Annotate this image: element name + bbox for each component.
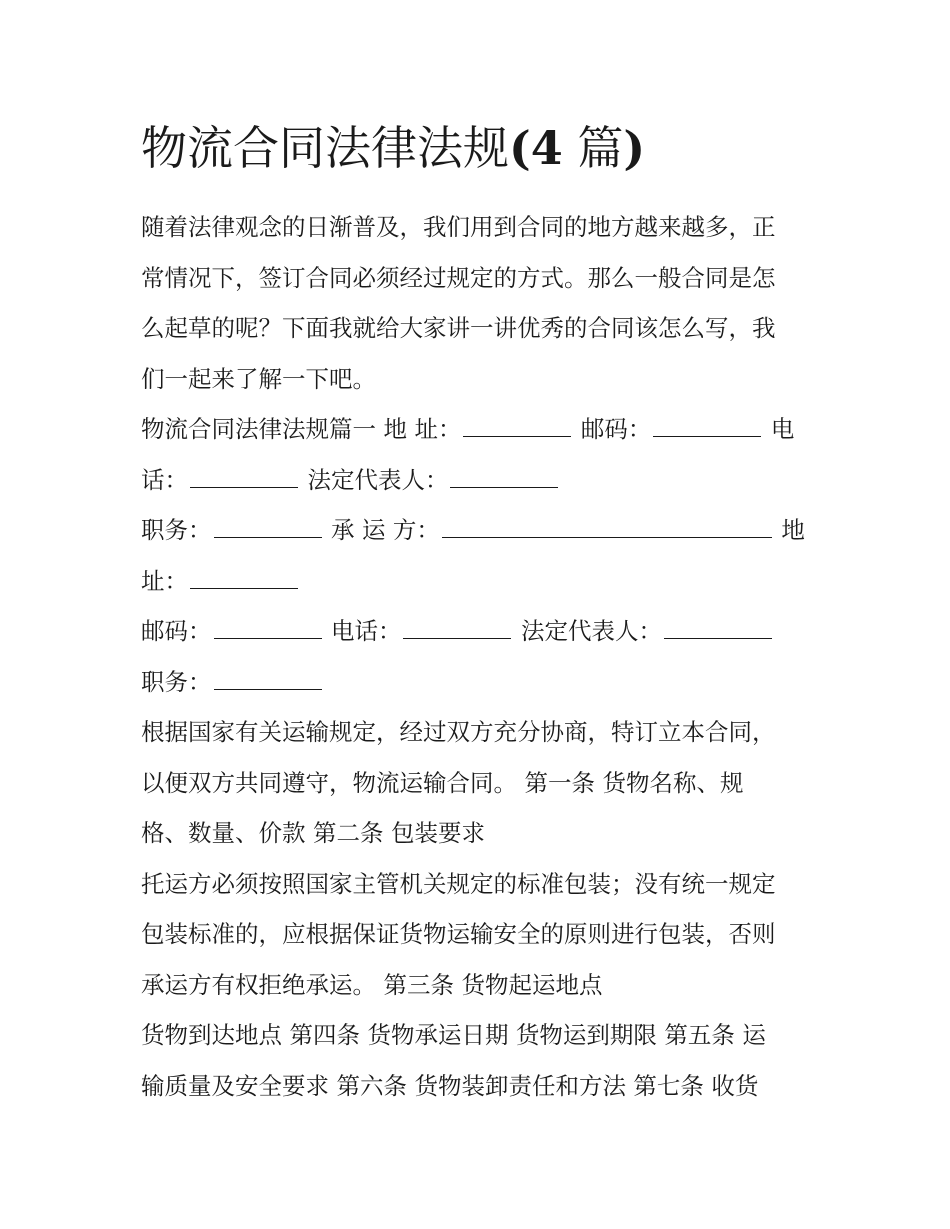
shipper-address-blank[interactable]: [463, 414, 571, 437]
intro-line: 常情况下，签订合同必须经过规定的方式。那么一般合同是怎: [141, 263, 776, 292]
carrier-position-blank[interactable]: [214, 667, 322, 690]
carrier-postcode-blank[interactable]: [214, 616, 322, 639]
title-paren-close: ): [623, 121, 646, 175]
title-paren-open: (: [509, 121, 531, 175]
packing-paragraph: [141, 859, 813, 1011]
party-info-form: [141, 404, 813, 707]
document-title: [141, 112, 813, 184]
packing-line: 承运方有权拒绝承运。 第三条 货物起运地点: [141, 970, 603, 999]
carrier-label: 承 运 方：: [323, 516, 440, 544]
shipper-legal-rep-label: 法定代表人：: [300, 465, 449, 494]
carrier-legal-rep-blank[interactable]: [664, 616, 772, 639]
intro-line: 么起草的呢？下面我就给大家讲一讲优秀的合同该怎么写，我: [141, 314, 776, 342]
shipper-address-label: 物流合同法律法规篇一 地 址：: [141, 415, 462, 443]
shipper-phone-label-end: 话：: [141, 465, 188, 494]
basis-line: 根据国家有关运输规定，经过双方充分协商，特订立本合同，: [141, 718, 776, 746]
carrier-name-blank[interactable]: [442, 515, 772, 538]
carrier-postcode-label: 邮码：: [141, 617, 212, 645]
document-page: [141, 112, 813, 1111]
shipper-phone-label-start: 电: [763, 415, 795, 443]
basis-paragraph: [141, 707, 813, 859]
clauses-line: 货物到达地点 第四条 货物承运日期 货物运到期限 第五条 运: [141, 1021, 766, 1049]
basis-line: 格、数量、价款 第二条 包装要求: [141, 819, 485, 847]
clauses-paragraph: [141, 1010, 813, 1111]
intro-line: 们一起来了解一下吧。: [141, 364, 376, 393]
carrier-position-label: 职务：: [141, 667, 212, 696]
form-line: [141, 505, 813, 556]
intro-paragraph: [141, 202, 813, 404]
clauses-line: 输质量及安全要求 第六条 货物装卸责任和方法 第七条 收货: [141, 1071, 759, 1100]
packing-line: 包装标准的，应根据保证货物运输安全的原则进行包装，否则: [141, 920, 776, 948]
intro-line: 随着法律观念的日渐普及，我们用到合同的地方越来越多，正: [141, 213, 776, 241]
form-line: [141, 404, 813, 455]
shipper-phone-blank[interactable]: [190, 465, 298, 488]
carrier-address-blank[interactable]: [190, 566, 298, 589]
basis-line: 以便双方共同遵守，物流运输合同。 第一条 货物名称、规: [141, 768, 744, 797]
title-unit: 篇: [562, 121, 624, 175]
shipper-postcode-blank[interactable]: [653, 414, 761, 437]
form-line: [141, 556, 813, 607]
carrier-legal-rep-label: 法定代表人：: [513, 617, 662, 645]
form-line: [141, 606, 813, 657]
shipper-position-blank[interactable]: [214, 515, 322, 538]
form-line: [141, 657, 813, 708]
carrier-phone-blank[interactable]: [403, 616, 511, 639]
form-line: [141, 455, 813, 506]
carrier-address-label-start: 地: [773, 516, 805, 544]
carrier-address-label-end: 址：: [141, 566, 188, 595]
packing-line: 托运方必须按照国家主管机关规定的标准包装；没有统一规定: [141, 869, 776, 898]
title-count: 4: [530, 121, 563, 175]
shipper-postcode-label: 邮码：: [573, 415, 652, 443]
shipper-legal-rep-blank[interactable]: [450, 465, 558, 488]
shipper-position-label: 职务：: [141, 516, 212, 544]
carrier-phone-label: 电话：: [323, 617, 402, 645]
title-main: 物流合同法律法规: [141, 121, 509, 175]
